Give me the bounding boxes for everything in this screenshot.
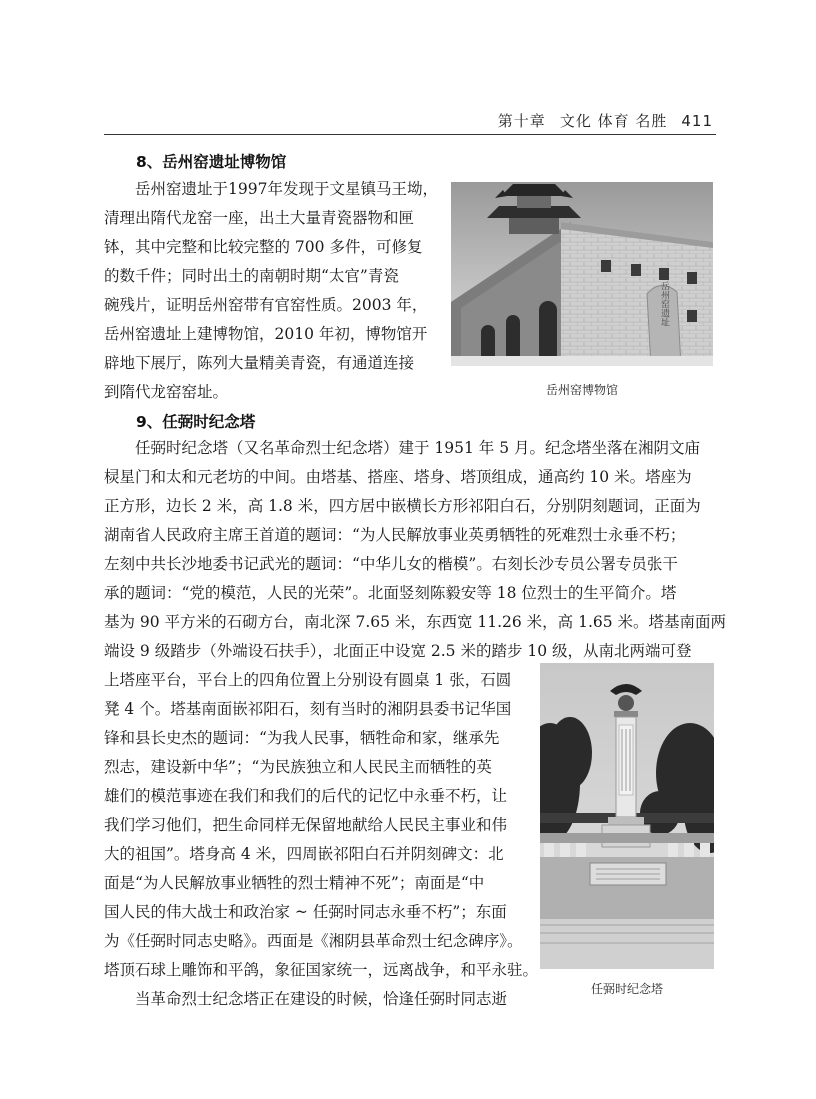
paragraph-line: 凳 4 个。塔基南面嵌祁阳石，刻有当时的湘阴县委书记华国	[104, 700, 512, 718]
paragraph-line: 左刻中共长沙地委书记武光的题词：“中华儿女的楷模”。右刻长沙专员公署专员张干	[104, 555, 678, 573]
header-rule	[104, 134, 716, 135]
section-label: 文化 体育 名胜	[559, 112, 668, 130]
paragraph-line: 端设 9 级踏步（外端设石扶手），北面正中设宽 2.5 米的踏步 10 级，从南北两端可登	[104, 642, 692, 660]
paragraph-line: 我们学习他们，把生命同样无保留地献给人民民主事业和伟	[104, 816, 508, 834]
paragraph-line: 岳州窑遗址于1997年发现于文星镇马王坳，	[135, 180, 438, 198]
paragraph-line: 辟地下展厅，陈列大量精美青瓷，有通道连接	[104, 354, 415, 372]
paragraph-line: 碗残片，证明岳州窑带有官窑性质。2003 年，	[104, 296, 428, 314]
paragraph-line: 国人民的伟大战士和政治家 ~ 任弼时同志永垂不朽”；东面	[104, 903, 507, 921]
paragraph-line: 塔顶石球上雕饰和平鸽，象征国家统一，远离战争，和平永驻。	[104, 961, 539, 979]
paragraph-line: 锋和县长史杰的题词：“为我人民事，牺牲命和家，继承先	[104, 729, 500, 747]
paragraph-line: 的数千件；同时出土的南朝时期“太官”青瓷	[104, 267, 399, 285]
museum-photo	[451, 182, 713, 366]
page-number: 411	[681, 112, 713, 130]
paragraph-line: 当革命烈士纪念塔正在建设的时候，恰逢任弼时同志逝	[135, 990, 508, 1008]
paragraph-line: 湖南省人民政府主席王首道的题词：“为人民解放事业英勇牺牲的死难烈士永垂不朽；	[104, 526, 686, 544]
paragraph-line: 烈志，建设新中华”；“为民族独立和人民民主而牺牲的英	[104, 758, 492, 776]
memorial-tower-photo	[540, 663, 714, 969]
section-heading-9: 9、任弼时纪念塔	[136, 413, 256, 431]
paragraph-line: 岳州窑遗址上建博物馆，2010 年初，博物馆开	[104, 325, 428, 343]
paragraph-line: 面是“为人民解放事业牺牲的烈士精神不死”；南面是“中	[104, 874, 485, 892]
museum-photo-caption: 岳州窑博物馆	[545, 383, 618, 397]
paragraph-line: 钵，其中完整和比较完整的 700 多件，可修复	[104, 238, 423, 256]
paragraph-line: 上塔座平台，平台上的四角位置上分别设有圆桌 1 张，石圆	[104, 671, 512, 689]
stone-inscription: 岳州窑遗址	[659, 281, 669, 327]
memorial-tower-photo-caption: 任弼时纪念塔	[590, 982, 663, 996]
paragraph-line: 为《任弼时同志史略》。西面是《湘阴县革命烈士纪念碑序》。	[104, 932, 523, 950]
section-heading-8: 8、岳州窑遗址博物馆	[136, 153, 287, 171]
running-head	[498, 110, 713, 131]
paragraph-line: 棂星门和太和元老坊的中间。由塔基、搭座、塔身、塔顶组成，通高约 10 米。塔座为	[104, 468, 692, 486]
chapter-label: 第十章	[497, 112, 546, 130]
paragraph-line: 清理出隋代龙窑一座，出土大量青瓷器物和匣	[104, 209, 415, 227]
paragraph-line: 基为 90 平方米的石砌方台，南北深 7.65 米，东西宽 11.26 米，高 1.65 米。塔基南面两	[104, 613, 727, 631]
paragraph-line: 雄们的模范事迹在我们和我们的后代的记忆中永垂不朽，让	[104, 787, 508, 805]
paragraph-line: 正方形，边长 2 米，高 1.8 米，四方居中嵌横长方形祁阳白石，分别阴刻题词，正面为	[104, 497, 701, 515]
paragraph-line: 到隋代龙窑窑址。	[104, 383, 229, 401]
paragraph-line: 任弼时纪念塔（又名革命烈士纪念塔）建于 1951 年 5 月。纪念塔坐落在湘阴文庙	[135, 439, 701, 457]
paragraph-line: 承的题词：“党的模范，人民的光荣”。北面竖刻陈毅安等 18 位烈士的生平简介。塔	[104, 584, 677, 602]
paragraph-line: 大的祖国”。塔身高 4 米，四周嵌祁阳白石并阴刻碑文：北	[104, 845, 504, 863]
